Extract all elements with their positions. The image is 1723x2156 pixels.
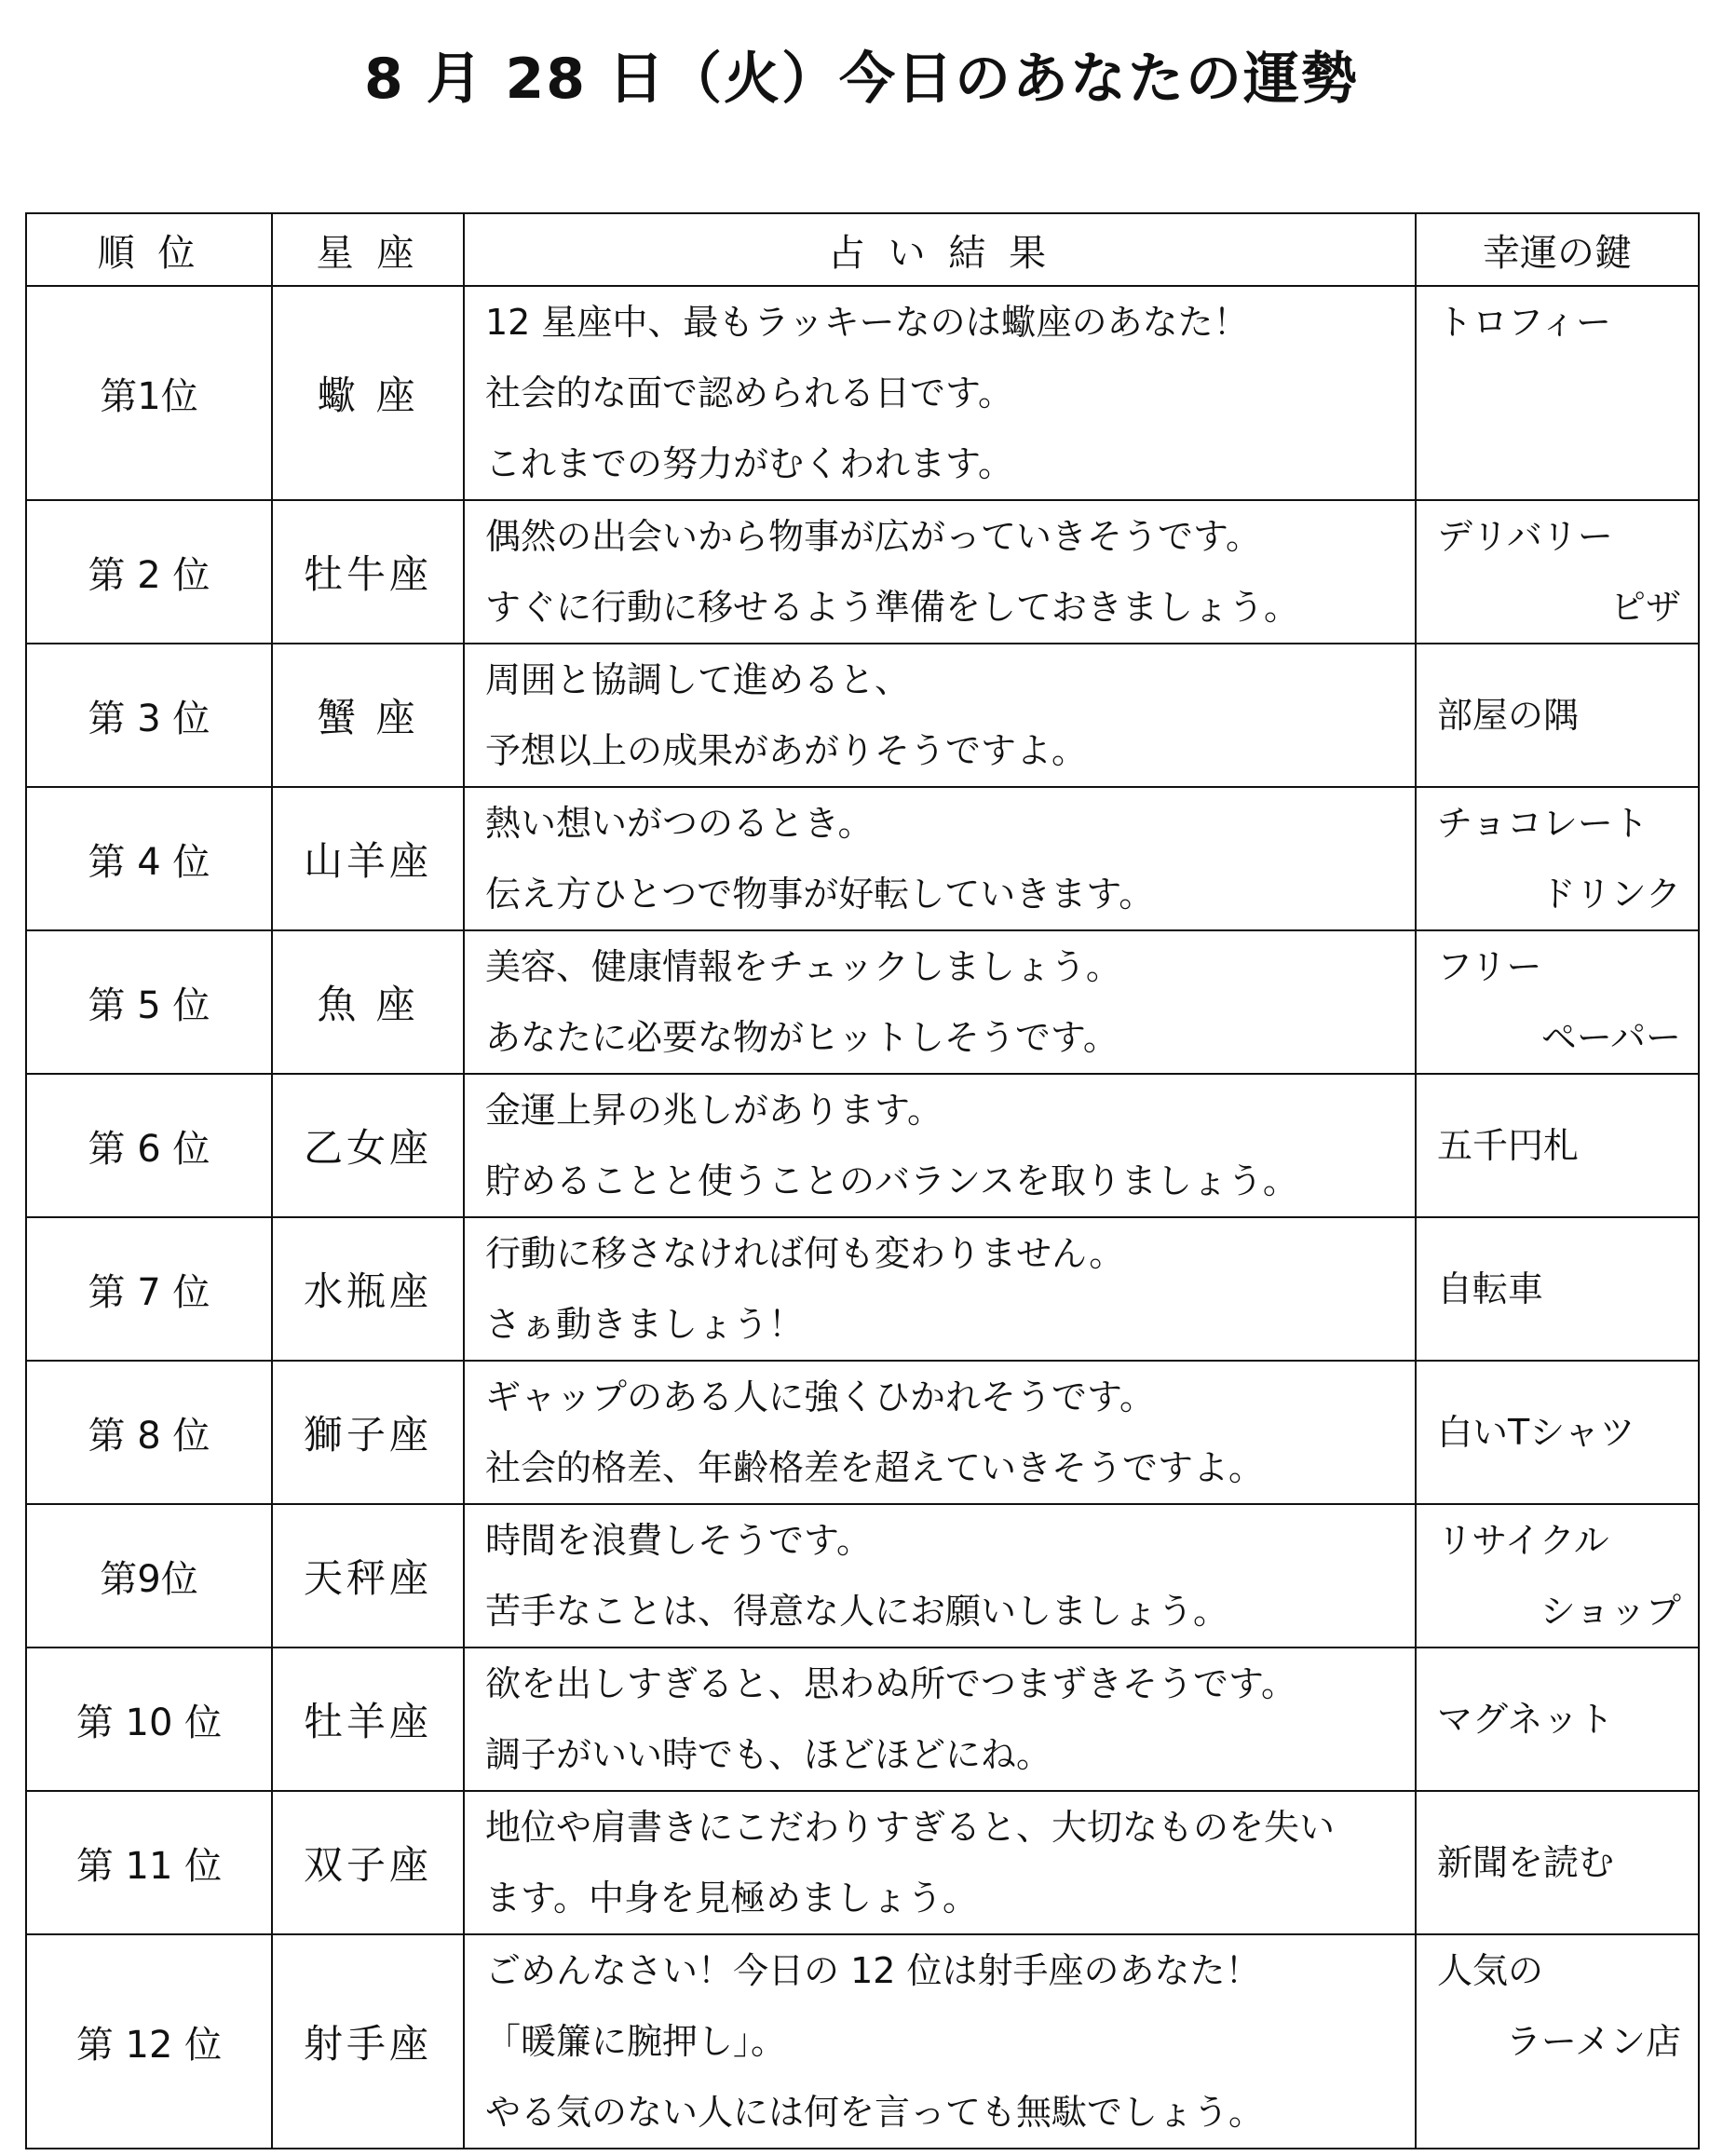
lucky-key-line: トロフィー — [1437, 302, 1611, 343]
table-row — [26, 644, 1699, 787]
rank-cell: 第9位 — [26, 1504, 272, 1648]
lucky-key-cell — [1416, 1361, 1699, 1504]
table-row — [26, 930, 1699, 1074]
lucky-key-cell — [1416, 1934, 1699, 2149]
fortune-result-line: 予想以上の成果があがりそうですよ。 — [485, 730, 1088, 771]
table-row — [26, 500, 1699, 644]
fortune-result-cell — [464, 1361, 1416, 1504]
fortune-result-cell — [464, 500, 1416, 644]
fortune-result-line: 熱い想いがつのるとき。 — [485, 803, 874, 844]
table-body — [26, 286, 1699, 2149]
lucky-key-line: 五千円札 — [1437, 1125, 1580, 1166]
rank-cell: 第 7 位 — [26, 1217, 272, 1361]
fortune-result-line: 偶然の出会いから物事が広がっていきそうです。 — [485, 516, 1261, 557]
fortune-result-line: 伝え方ひとつで物事が好転していきます。 — [485, 874, 1155, 915]
rank-cell: 第 8 位 — [26, 1361, 272, 1504]
lucky-key-line: チョコレート — [1437, 803, 1648, 844]
zodiac-sign-cell: 山羊座 — [272, 787, 464, 930]
zodiac-sign-cell: 蟹 座 — [272, 644, 464, 787]
fortune-result-cell — [464, 1791, 1416, 1934]
rank-cell: 第 10 位 — [26, 1648, 272, 1791]
lucky-key-cell — [1416, 500, 1699, 644]
table-row — [26, 1934, 1699, 2149]
zodiac-sign-cell: 魚 座 — [272, 930, 464, 1074]
lucky-key-cell — [1416, 787, 1699, 930]
table-row — [26, 1791, 1699, 1934]
lucky-key-line: マグネット — [1437, 1699, 1614, 1740]
fortune-result-cell — [464, 1934, 1416, 2149]
fortune-result-line: 貯めることと使うことのバランスを取りましょう。 — [485, 1160, 1298, 1201]
fortune-result-cell — [464, 930, 1416, 1074]
lucky-key-line: ショップ — [1540, 1591, 1681, 1632]
zodiac-sign-cell: 乙女座 — [272, 1074, 464, 1217]
page-title: 8 月 28 日（火）今日のあなたの運勢 — [364, 47, 1359, 112]
table-row — [26, 286, 1699, 500]
fortune-result-line: 美容、健康情報をチェックしましょう。 — [485, 946, 1121, 987]
lucky-key-line: 新聞を読む — [1437, 1842, 1615, 1883]
fortune-result-line: 欲を出しすぎると、思わぬ所でつまずきそうです。 — [485, 1663, 1296, 1704]
lucky-key-cell — [1416, 1791, 1699, 1934]
zodiac-sign-cell: 獅子座 — [272, 1361, 464, 1504]
rank-cell: 第 2 位 — [26, 500, 272, 644]
rank-cell: 第 3 位 — [26, 644, 272, 787]
lucky-key-line: ペーパー — [1540, 1017, 1681, 1058]
rank-cell: 第 12 位 — [26, 1934, 272, 2149]
rank-cell: 第 11 位 — [26, 1791, 272, 1934]
fortune-result-line: 調子がいい時でも、ほどほどにね。 — [485, 1734, 1052, 1775]
lucky-key-cell — [1416, 644, 1699, 787]
zodiac-sign-cell: 水瓶座 — [272, 1217, 464, 1361]
fortune-result-line: 「暖簾に腕押し」。 — [485, 2021, 787, 2062]
lucky-key-line: ピザ — [1609, 587, 1681, 628]
table-row — [26, 1074, 1699, 1217]
table-row — [26, 1504, 1699, 1648]
header-rank: 順 位 — [26, 213, 272, 286]
lucky-key-cell — [1416, 1648, 1699, 1791]
fortune-table — [25, 212, 1700, 2149]
fortune-result-cell — [464, 1074, 1416, 1217]
lucky-key-cell — [1416, 1504, 1699, 1648]
header-result: 占 い 結 果 — [464, 213, 1416, 286]
lucky-key-line: フリー — [1437, 946, 1542, 987]
lucky-key-line: リサイクル — [1437, 1520, 1609, 1561]
fortune-result-line: 社会的格差、年齢格差を超えていきそうですよ。 — [485, 1447, 1265, 1488]
fortune-result-cell — [464, 1504, 1416, 1648]
header-sign: 星 座 — [272, 213, 464, 286]
lucky-key-line: 白いTシャツ — [1437, 1412, 1635, 1453]
table-row — [26, 787, 1699, 930]
zodiac-sign-cell: 牡牛座 — [272, 500, 464, 644]
table-row — [26, 1361, 1699, 1504]
fortune-result-cell — [464, 1217, 1416, 1361]
table-header-row — [26, 213, 1699, 286]
fortune-result-cell — [464, 787, 1416, 930]
fortune-result-line: あなたに必要な物がヒットしそうです。 — [485, 1017, 1119, 1058]
rank-cell: 第 4 位 — [26, 787, 272, 930]
zodiac-sign-cell: 双子座 — [272, 1791, 464, 1934]
fortune-result-line: ギャップのある人に強くひかれそうです。 — [485, 1376, 1155, 1417]
fortune-result-line: 金運上昇の兆しがあります。 — [485, 1090, 943, 1131]
fortune-result-line: ます。中身を見極めましょう。 — [485, 1878, 978, 1919]
fortune-result-line: 苦手なことは、得意な人にお願いしましょう。 — [485, 1591, 1229, 1632]
fortune-result-line: やる気のない人には何を言っても無駄でしょう。 — [485, 2092, 1265, 2133]
rank-cell: 第 6 位 — [26, 1074, 272, 1217]
lucky-key-line: 人気の — [1437, 1950, 1544, 1991]
lucky-key-line: 部屋の隅 — [1437, 695, 1580, 736]
lucky-key-line: デリバリー — [1437, 516, 1613, 557]
fortune-result-line: 社会的な面で認められる日です。 — [485, 373, 1013, 414]
lucky-key-cell — [1416, 1074, 1699, 1217]
rank-cell: 第 5 位 — [26, 930, 272, 1074]
fortune-result-line: すぐに行動に移せるよう準備をしておきましょう。 — [485, 587, 1300, 628]
fortune-result-cell — [464, 1648, 1416, 1791]
fortune-result-line: 時間を浪費しそうです。 — [485, 1520, 872, 1561]
fortune-result-line: これまでの努力がむくわれます。 — [485, 443, 1013, 484]
lucky-key-cell — [1416, 930, 1699, 1074]
header-lucky-key: 幸運の鍵 — [1416, 213, 1699, 286]
fortune-result-line: 12 星座中、最もラッキーなのは蠍座のあなた！ — [485, 302, 1249, 343]
zodiac-sign-cell: 牡羊座 — [272, 1648, 464, 1791]
fortune-result-line: ごめんなさい！今日の 12 位は射手座のあなた！ — [485, 1950, 1261, 1991]
zodiac-sign-cell: 射手座 — [272, 1934, 464, 2149]
fortune-result-line: 地位や肩書きにこだわりすぎると、大切なものを失い — [485, 1807, 1336, 1848]
fortune-result-line: 周囲と協調して進めると、 — [485, 659, 911, 700]
fortune-result-line: 行動に移さなければ何も変わりません。 — [485, 1233, 1125, 1274]
rank-cell: 第1位 — [26, 286, 272, 500]
fortune-result-line: さぁ動きましょう！ — [485, 1304, 805, 1345]
fortune-result-cell — [464, 644, 1416, 787]
lucky-key-cell — [1416, 286, 1699, 500]
fortune-result-cell — [464, 286, 1416, 500]
table-row — [26, 1217, 1699, 1361]
zodiac-sign-cell: 蠍 座 — [272, 286, 464, 500]
lucky-key-line: ドリンク — [1540, 874, 1681, 915]
table-row — [26, 1648, 1699, 1791]
lucky-key-line: ラーメン店 — [1505, 2021, 1681, 2062]
lucky-key-line: 自転車 — [1437, 1268, 1544, 1309]
lucky-key-cell — [1416, 1217, 1699, 1361]
zodiac-sign-cell: 天秤座 — [272, 1504, 464, 1648]
